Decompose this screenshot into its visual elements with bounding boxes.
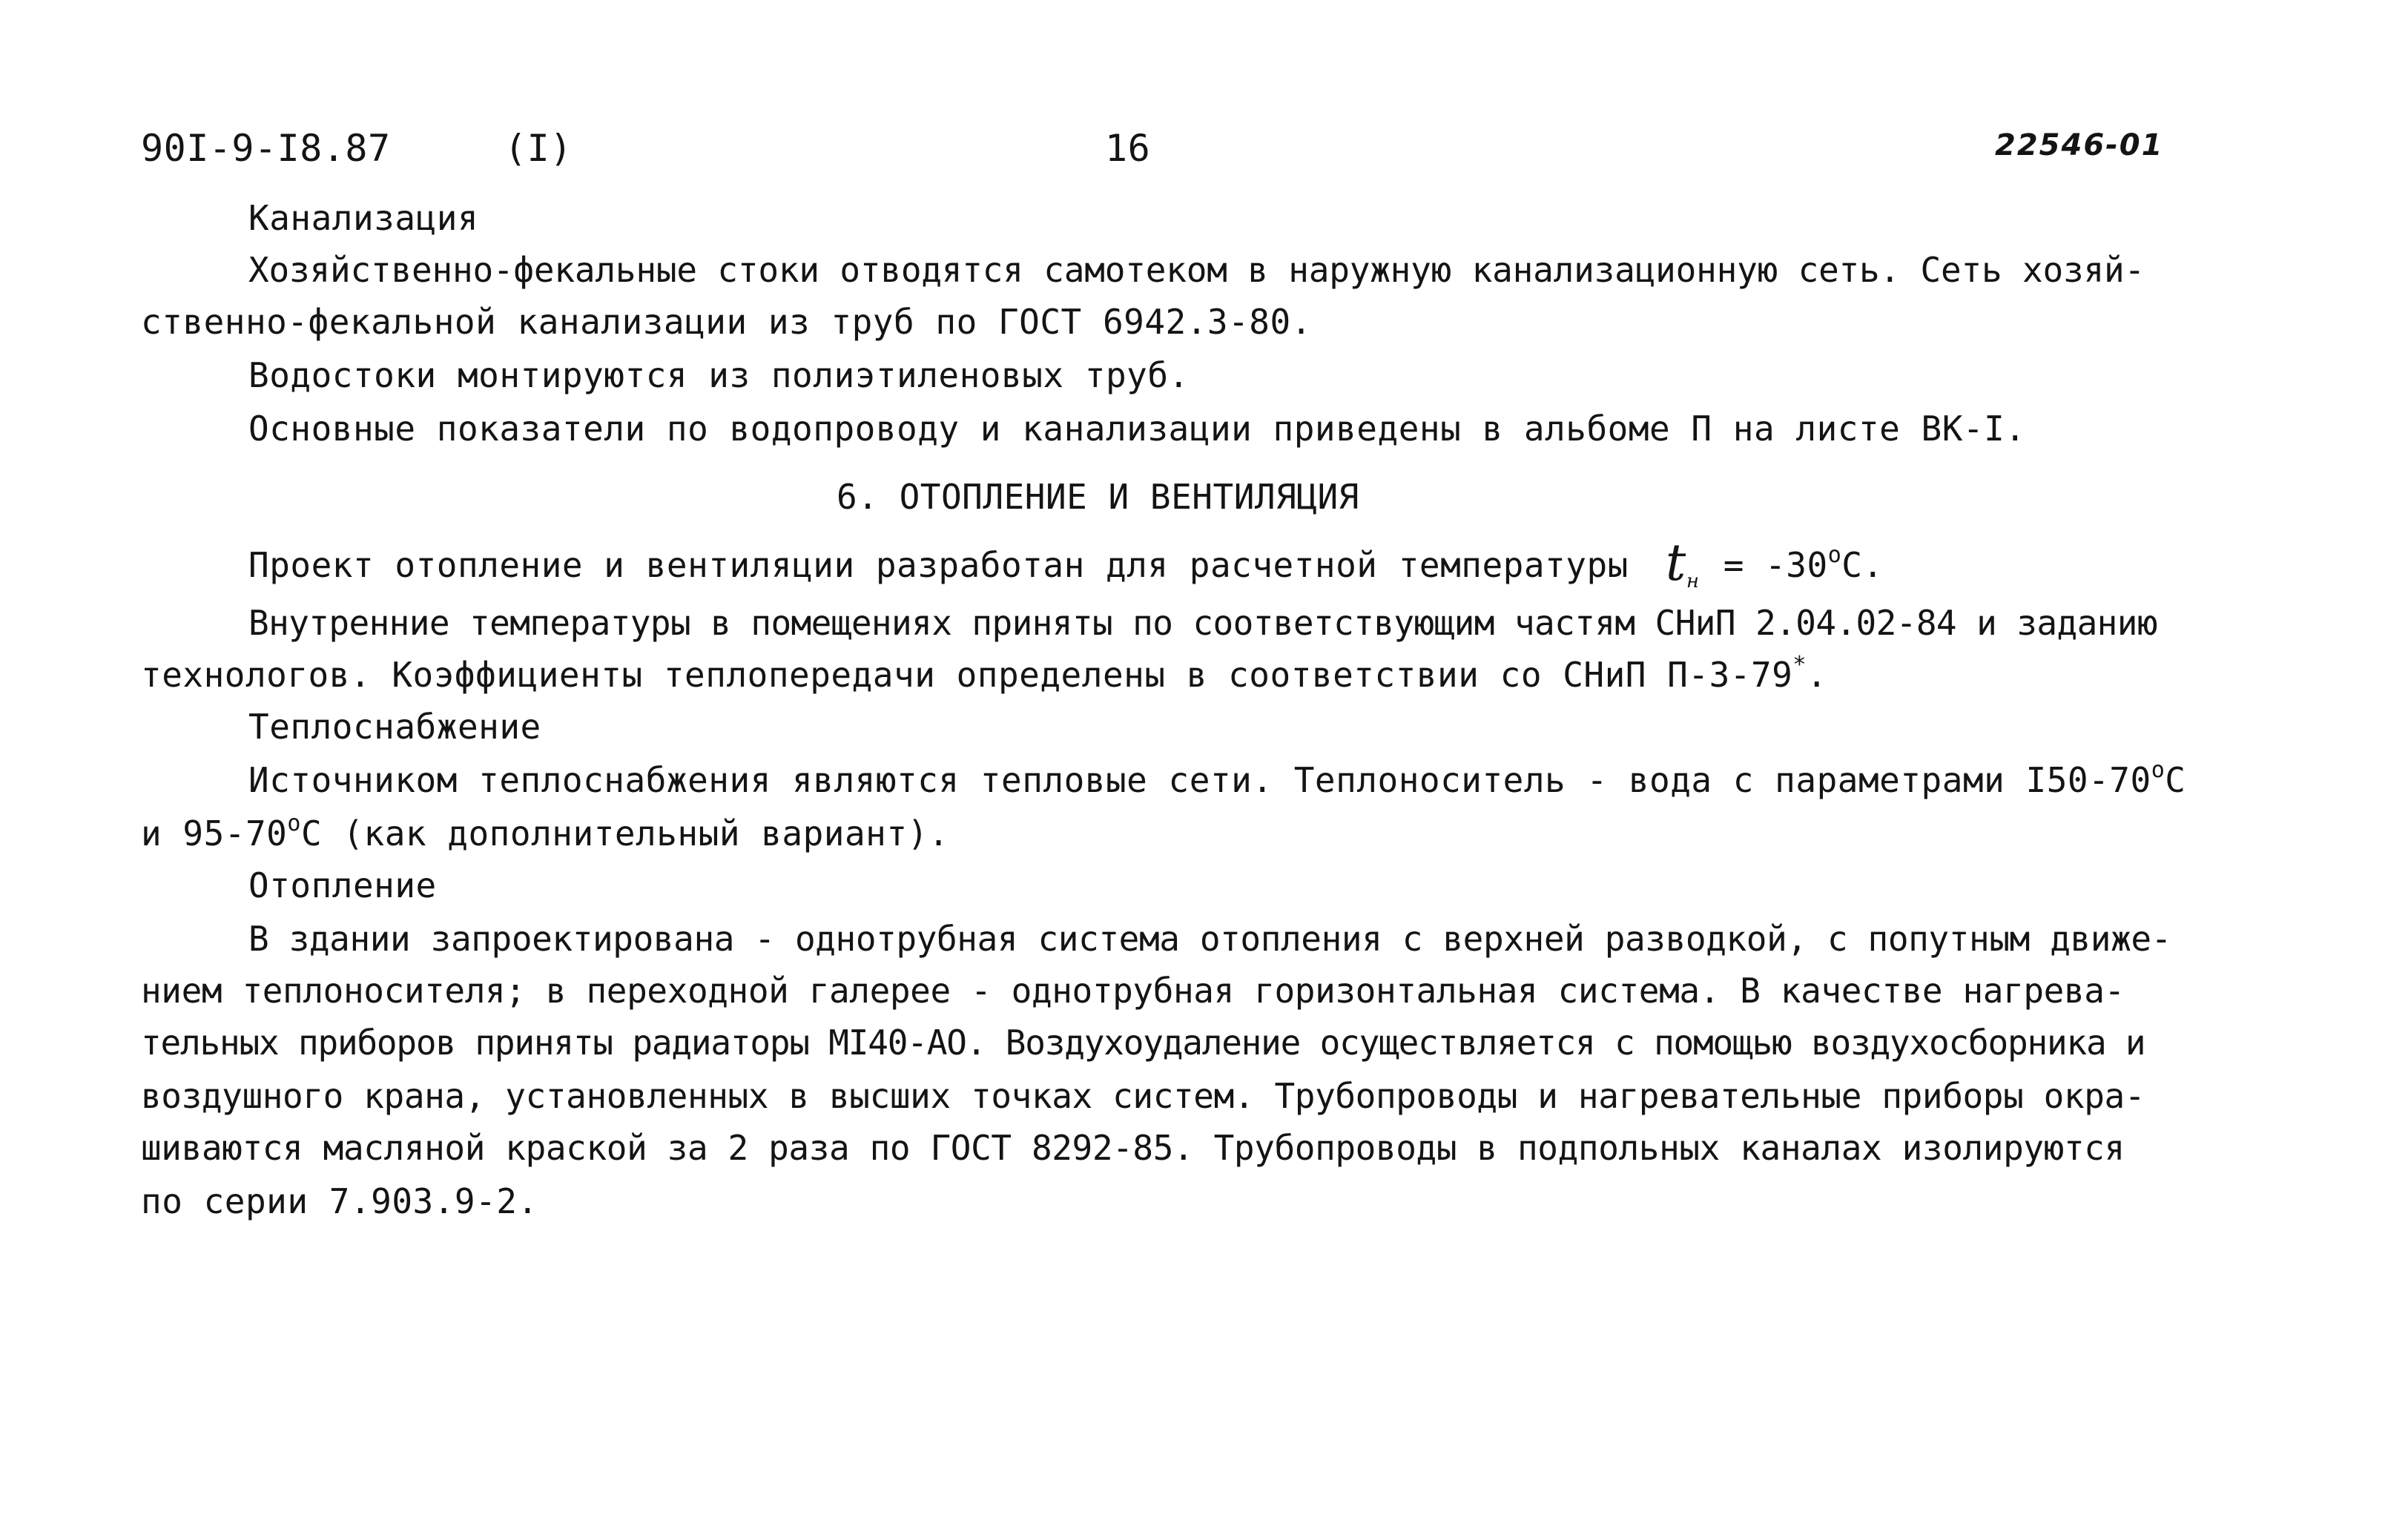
section-heading-heating: Отопление xyxy=(248,865,437,905)
paragraph-line xyxy=(141,810,949,854)
degree-sign: o xyxy=(1827,542,1842,568)
paragraph-line: Хозяйственно-фекальные стоки отводятся самотеком в наружную канализационную сеть. Сеть хозяй- xyxy=(248,250,2145,290)
paragraph-line xyxy=(248,759,2186,801)
paragraph-line: ственно-фекальной канализации из труб по ГОСТ 6942.3-80. xyxy=(141,302,1312,342)
paragraph-line: воздушного крана, установленных в высших точках систем. Трубопроводы и нагревательные приборы окра- xyxy=(141,1076,2145,1116)
paragraph-line: тельных приборов приняты радиаторы МI40-АО. Воздухоудаление осуществляется с помощью воздухосборника и xyxy=(141,1023,2145,1063)
paragraph-line: нием теплоносителя; в переходной галерее - однотрубная горизонтальная система. В качестве нагрева- xyxy=(141,971,2125,1011)
paragraph-line: Водостоки монтируются из полиэтиленовых труб. xyxy=(248,355,1190,395)
page-number: 16 xyxy=(1105,127,1151,170)
paragraph-text: технологов. Коэффициенты теплопередачи определены в соответствии со СНиП П-3-79 xyxy=(141,655,1793,695)
paragraph-line: Основные показатели по водопроводу и канализации приведены в альбоме П на листе ВК-I. xyxy=(248,409,2026,449)
design-temperature-text: Проект отопление и вентиляции разработан для расчетной температуры xyxy=(248,545,1629,585)
paragraph-text: Источником теплоснабжения являются тепловые сети. Теплоноситель - вода с параметрами I50-70 xyxy=(248,760,2151,800)
temperature-unit: C. xyxy=(1841,545,1884,585)
temperature-unit: C xyxy=(2165,760,2186,800)
section-heading-heat-supply: Теплоснабжение xyxy=(248,707,541,747)
asterisk-mark: * xyxy=(1792,652,1807,678)
paragraph-line: по серии 7.903.9-2. xyxy=(141,1181,538,1221)
paragraph-text: и 95-70 xyxy=(141,813,288,854)
paragraph-line xyxy=(141,654,1827,696)
paragraph-text: C (как дополнительный вариант). xyxy=(300,813,949,854)
degree-sign: o xyxy=(2151,757,2165,783)
equals-sign: = xyxy=(1723,545,1744,585)
design-temperature-value: -30 xyxy=(1765,545,1828,585)
temperature-subscript: н xyxy=(1686,570,1700,592)
inventory-number: 22546-01 xyxy=(1995,128,2164,162)
paragraph-line: Внутренние температуры в помещениях приняты по соответствующим частям СНиП 2.04.02-84 и заданию xyxy=(248,603,2157,643)
paragraph-end: . xyxy=(1806,655,1828,695)
document-part: (I) xyxy=(504,127,573,170)
paragraph-line: шиваются масляной краской за 2 раза по ГОСТ 8292-85. Трубопроводы в подпольных каналах изолируются xyxy=(141,1128,2125,1168)
section-heading-sewerage: Канализация xyxy=(248,198,479,238)
document-code: 90I-9-I8.87 xyxy=(141,127,391,170)
temperature-symbol: t xyxy=(1666,534,1686,592)
degree-sign: o xyxy=(287,810,301,836)
design-temperature-line xyxy=(248,534,1884,602)
section-title-heating-ventilation: 6. ОТОПЛЕНИЕ И ВЕНТИЛЯЦИЯ xyxy=(837,477,1359,517)
paragraph-line: В здании запроектирована - однотрубная система отопления с верхней разводкой, с попутным движе- xyxy=(248,919,2171,959)
